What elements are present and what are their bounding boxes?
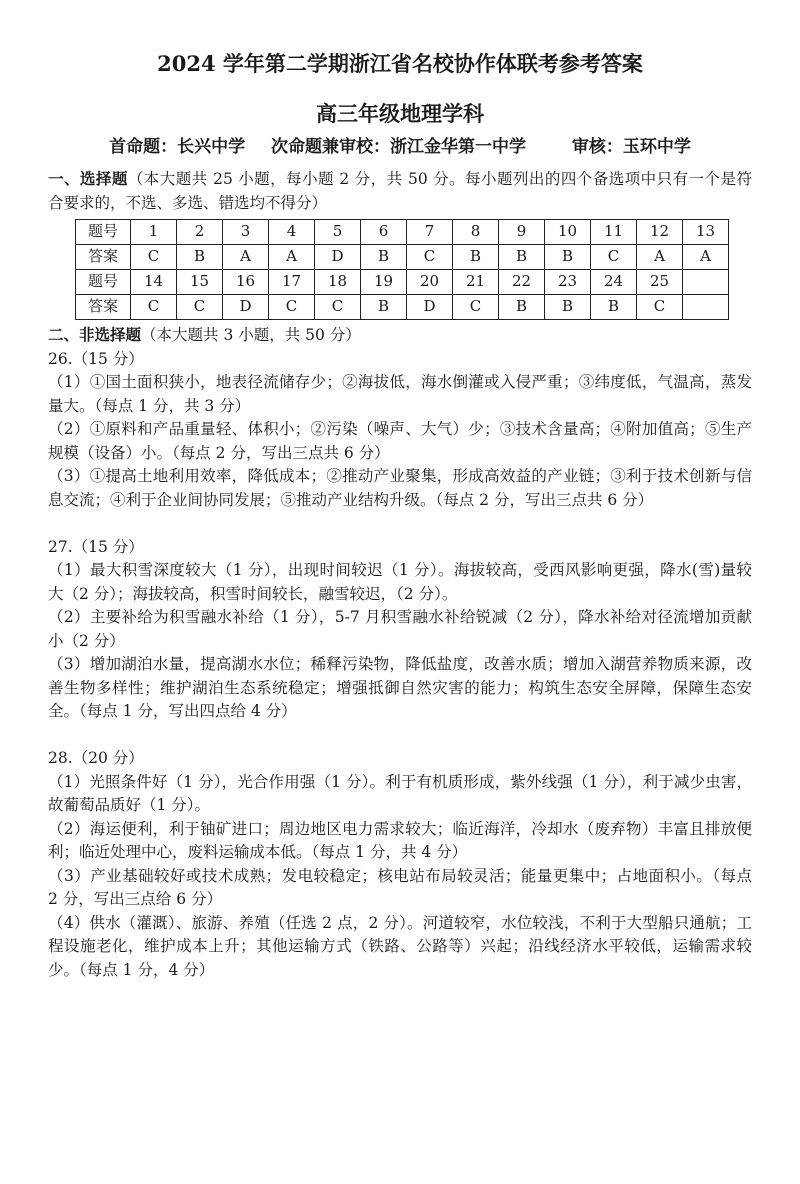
- authors-line: [0, 132, 800, 157]
- section1-desc: （本大题共 25 小题，每小题 2 分，共 50 分。每小题列出的四个备选项中只有一个是符: [127, 170, 752, 188]
- question-title: 27.（15 分）: [48, 537, 144, 556]
- answer-row: [76, 245, 729, 270]
- answer-cell: C: [591, 245, 637, 270]
- answer-line: 量大。（每点 1 分，共 3 分）: [48, 396, 251, 415]
- question-title: 26.（15 分）: [48, 349, 144, 368]
- questions: [48, 348, 752, 983]
- answer-cell: A: [269, 245, 315, 270]
- answer-line: （2）海运便利，利于铀矿进口；周边地区电力需求较大；临近海洋，冷却水（废弃物）丰富且排放便: [48, 819, 752, 838]
- answer-cell: B: [361, 245, 407, 270]
- question-number-cell: 3: [223, 220, 269, 245]
- section1-desc-cont: 合要求的，不选、多选、错选均不得分）: [48, 193, 328, 212]
- answer-cell: D: [223, 295, 269, 320]
- question-number-cell: [683, 270, 729, 295]
- section1-intro: [48, 168, 752, 192]
- answer-cell: B: [177, 245, 223, 270]
- question-number-cell: 15: [177, 270, 223, 295]
- answer-line: （2）①原料和产品重量轻、体积小；②污染（噪声、大气）少；③技术含量高；④附加值高；⑤生产: [48, 420, 752, 438]
- answer-cell: C: [407, 245, 453, 270]
- question-number-cell: 20: [407, 270, 453, 295]
- question-number-cell: 14: [131, 270, 177, 295]
- answer-cell: D: [407, 295, 453, 320]
- question-number-cell: 13: [683, 220, 729, 245]
- row-label: 答案: [76, 295, 131, 320]
- answer-line: （1）光照条件好（1 分），光合作用强（1 分）。利于有机质形成，紫外线强（1 分），利于减少虫害，: [48, 772, 752, 791]
- answer-line: （3）产业基础较好或技术成熟；发电较稳定；核电站布局较灵活；能量更集中；占地面积小。（每点: [48, 866, 752, 885]
- answer-row: [76, 295, 729, 320]
- answer-table: [75, 219, 729, 320]
- answer-cell: C: [315, 295, 361, 320]
- answer-line: （4）供水（灌溉）、旅游、养殖（任选 2 点，2 分）。河道较窄，水位较浅，不利于大型船只通航；工: [48, 913, 752, 932]
- answer-line: 程设施老化，维护成本上升；其他运输方式（铁路、公路等）兴起；沿线经济水平较低，运输需求较: [48, 937, 752, 955]
- question-number-cell: 5: [315, 220, 361, 245]
- answer-line: （3）增加湖泊水量，提高湖水水位；稀释污染物，降低盐度，改善水质；增加入湖营养物质来源，改: [48, 655, 752, 673]
- answer-cell: C: [131, 245, 177, 270]
- question-number-cell: 23: [545, 270, 591, 295]
- first-setter: 首命题：长兴中学: [109, 137, 246, 157]
- question-number-cell: 18: [315, 270, 361, 295]
- answer-cell: [683, 295, 729, 320]
- question-number-cell: 16: [223, 270, 269, 295]
- row-label: 题号: [76, 220, 131, 245]
- answer-cell: D: [315, 245, 361, 270]
- spacer: [48, 724, 752, 748]
- answer-cell: A: [683, 245, 729, 270]
- answer-cell: B: [361, 295, 407, 320]
- answer-cell: B: [499, 295, 545, 320]
- question-number-cell: 21: [453, 270, 499, 295]
- answer-cell: B: [499, 245, 545, 270]
- answer-line: 规模（设备）小。（每点 2 分，写出三点共 6 分）: [48, 443, 390, 462]
- answer-line: （2）主要补给为积雪融水补给（1 分），5-7 月积雪融水补给锐减（2 分），降水补给对径流增加贡献: [48, 608, 752, 626]
- question-number-cell: 22: [499, 270, 545, 295]
- answer-cell: C: [637, 295, 683, 320]
- question-number-cell: 17: [269, 270, 315, 295]
- question-number-cell: 10: [545, 220, 591, 245]
- question-number-cell: 7: [407, 220, 453, 245]
- question-number-row: [76, 220, 729, 245]
- answer-cell: B: [591, 295, 637, 320]
- question-number-cell: 2: [177, 220, 223, 245]
- question-number-cell: 8: [453, 220, 499, 245]
- answer-cell: C: [453, 295, 499, 320]
- question-number-cell: 19: [361, 270, 407, 295]
- answer-line: 全。（每点 1 分，写出四点给 4 分）: [48, 702, 297, 720]
- question-number-cell: 24: [591, 270, 637, 295]
- answer-line: 利；临近处理中心，废料运输成本低。（每点 1 分，共 4 分）: [48, 843, 468, 861]
- answer-cell: C: [177, 295, 223, 320]
- answer-cell: C: [131, 295, 177, 320]
- answer-cell: A: [223, 245, 269, 270]
- answer-line: 大（2 分）；海拔较高，积雪时间较长，融雪较迟，（2 分）。: [48, 584, 458, 603]
- section2-heading: 二、非选择题: [48, 326, 142, 344]
- question-number-cell: 11: [591, 220, 637, 245]
- answer-line: （3）①提高土地利用效率，降低成本；②推动产业聚集，形成高效益的产业链；③利于技术创新与信: [48, 467, 752, 485]
- question-number-cell: 6: [361, 220, 407, 245]
- question-number-cell: 4: [269, 220, 315, 245]
- document-body: [48, 168, 752, 982]
- question-number-cell: 12: [637, 220, 683, 245]
- question-number-cell: 1: [131, 220, 177, 245]
- answer-cell: B: [545, 295, 591, 320]
- row-label: 题号: [76, 270, 131, 295]
- answer-line: 小（2 分）: [48, 631, 125, 650]
- question-title: 28.（20 分）: [48, 749, 144, 767]
- answer-line: 善生物多样性；维护湖泊生态系统稳定；增强抵御自然灾害的能力；构筑生态安全屏障，保障生态安: [48, 678, 752, 697]
- answer-line: （1）①国土面积狭小，地表径流储存少；②海拔低，海水倒灌或入侵严重；③纬度低，气温高，蒸发: [48, 373, 752, 391]
- question-number-cell: 9: [499, 220, 545, 245]
- answer-cell: B: [545, 245, 591, 270]
- section2-intro: [48, 324, 752, 348]
- question-number-row: [76, 270, 729, 295]
- spacer: [48, 512, 752, 536]
- answer-line: 息交流；④利于企业间协同发展；⑤推动产业结构升级。（每点 2 分，写出三点共 6 分）: [48, 490, 654, 509]
- answer-cell: A: [637, 245, 683, 270]
- section2-desc: （本大题共 3 小题，共 50 分）: [141, 326, 361, 344]
- answer-cell: C: [269, 295, 315, 320]
- document-title: 2024 学年第二学期浙江省名校协作体联考参考答案: [157, 51, 643, 76]
- answer-line: （1）最大积雪深度较大（1 分），出现时间较迟（1 分）。海拔较高，受西风影响更强，降水(雪)量较: [48, 561, 752, 579]
- answer-line: 2 分，写出三点给 6 分）: [48, 890, 223, 908]
- answer-line: 少。（每点 1 分，4 分）: [48, 960, 215, 979]
- section1-heading: 一、选择题: [48, 170, 128, 188]
- question-number-cell: 25: [637, 270, 683, 295]
- answer-cell: B: [453, 245, 499, 270]
- document-subtitle: 高三年级地理学科: [316, 101, 484, 126]
- row-label: 答案: [76, 245, 131, 270]
- second-setter: 次命题兼审校：浙江金华第一中学: [271, 137, 526, 157]
- reviewer: 审核：玉环中学: [571, 137, 691, 157]
- answer-line: 故葡萄品质好（1 分）。: [48, 796, 211, 814]
